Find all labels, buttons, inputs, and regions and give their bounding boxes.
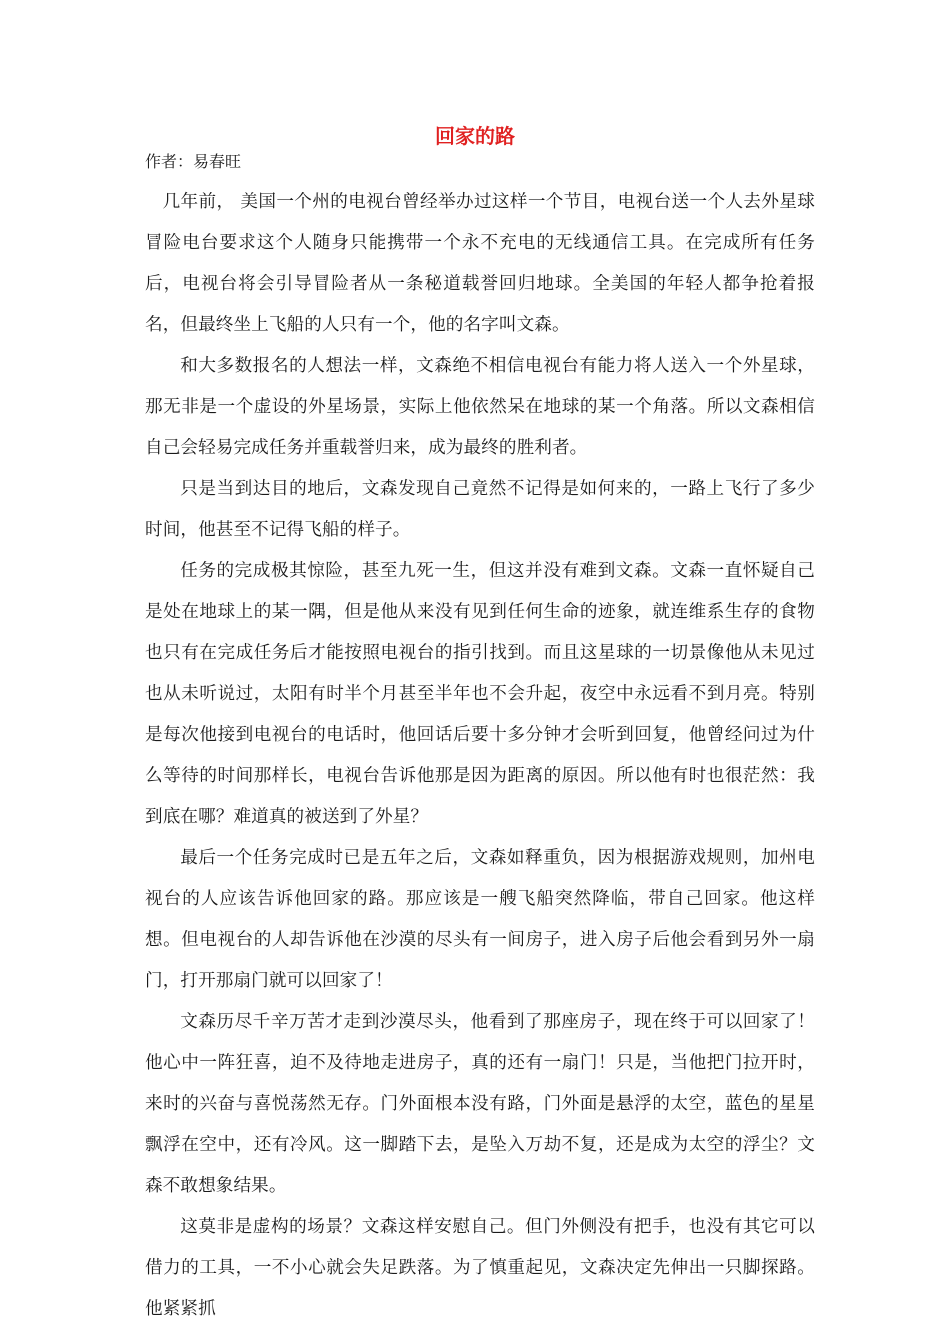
document-title: 回家的路 xyxy=(435,124,515,148)
author-line: 作者：易春旺 xyxy=(145,152,242,171)
paragraph: 最后一个任务完成时已是五年之后，文森如释重负，因为根据游戏规则，加州电视台的人应该告诉他回家的路。那应该是一艘飞船突然降临，带自己回家。他这样想。但电视台的人却告诉他在沙漠的尽头有一间房子，进入房子后他会看到另外一扇门，打开那扇门就可以回家了！ xyxy=(145,848,815,991)
paragraph: 只是当到达目的地后，文森发现自己竟然不记得是如何来的，一路上飞行了多少时间，他甚至不记得飞船的样子。 xyxy=(145,479,815,540)
paragraph: 和大多数报名的人想法一样，文森绝不相信电视台有能力将人送入一个外星球，那无非是一个虚设的外星场景，实际上他依然呆在地球的某一个角落。所以文森相信自己会轻易完成任务并重载誉归来，成为最终的胜利者。 xyxy=(145,356,815,458)
paragraph: 几年前， 美国一个州的电视台曾经举办过这样一个节目，电视台送一个人去外星球冒险电台要求这个人随身只能携带一个永不充电的无线通信工具。在完成所有任务后，电视台将会引导冒险者从一条秘道载誉回归地球。全美国的年轻人都争抢着报名，但最终坐上飞船的人只有一个，他的名字叫文森。 xyxy=(145,192,815,335)
paragraph: 这莫非是虚构的场景？文森这样安慰自己。但门外侧没有把手，也没有其它可以借力的工具，一不小心就会失足跌落。为了慎重起见，文森决定先伸出一只脚探路。他紧紧抓 xyxy=(145,1217,815,1319)
paragraph: 文森历尽千辛万苦才走到沙漠尽头，他看到了那座房子，现在终于可以回家了！他心中一阵狂喜，迫不及待地走进房子，真的还有一扇门！只是，当他把门拉开时，来时的兴奋与喜悦荡然无存。门外面根本没有路，门外面是悬浮的太空，蓝色的星星飘浮在空中，还有冷风。这一脚踏下去，是坠入万劫不复，还是成为太空的浮尘？文森不敢想象结果。 xyxy=(145,1012,815,1196)
paragraph: 任务的完成极其惊险，甚至九死一生，但这并没有难到文森。文森一直怀疑自己是处在地球上的某一隅，但是他从来没有见到任何生命的迹象，就连维系生存的食物也只有在完成任务后才能按照电视台的指引找到。而且这星球的一切景像他从未见过也从未听说过，太阳有时半个月甚至半年也不会升起，夜空中永远看不到月亮。特别是每次他接到电视台的电话时，他回话后要十多分钟才会听到回复，他曾经问过为什么等待的时间那样长，电视台告诉他那是因为距离的原因。所以他有时也很茫然：我到底在哪？难道真的被送到了外星？ xyxy=(145,561,815,827)
article-body xyxy=(145,182,815,1330)
